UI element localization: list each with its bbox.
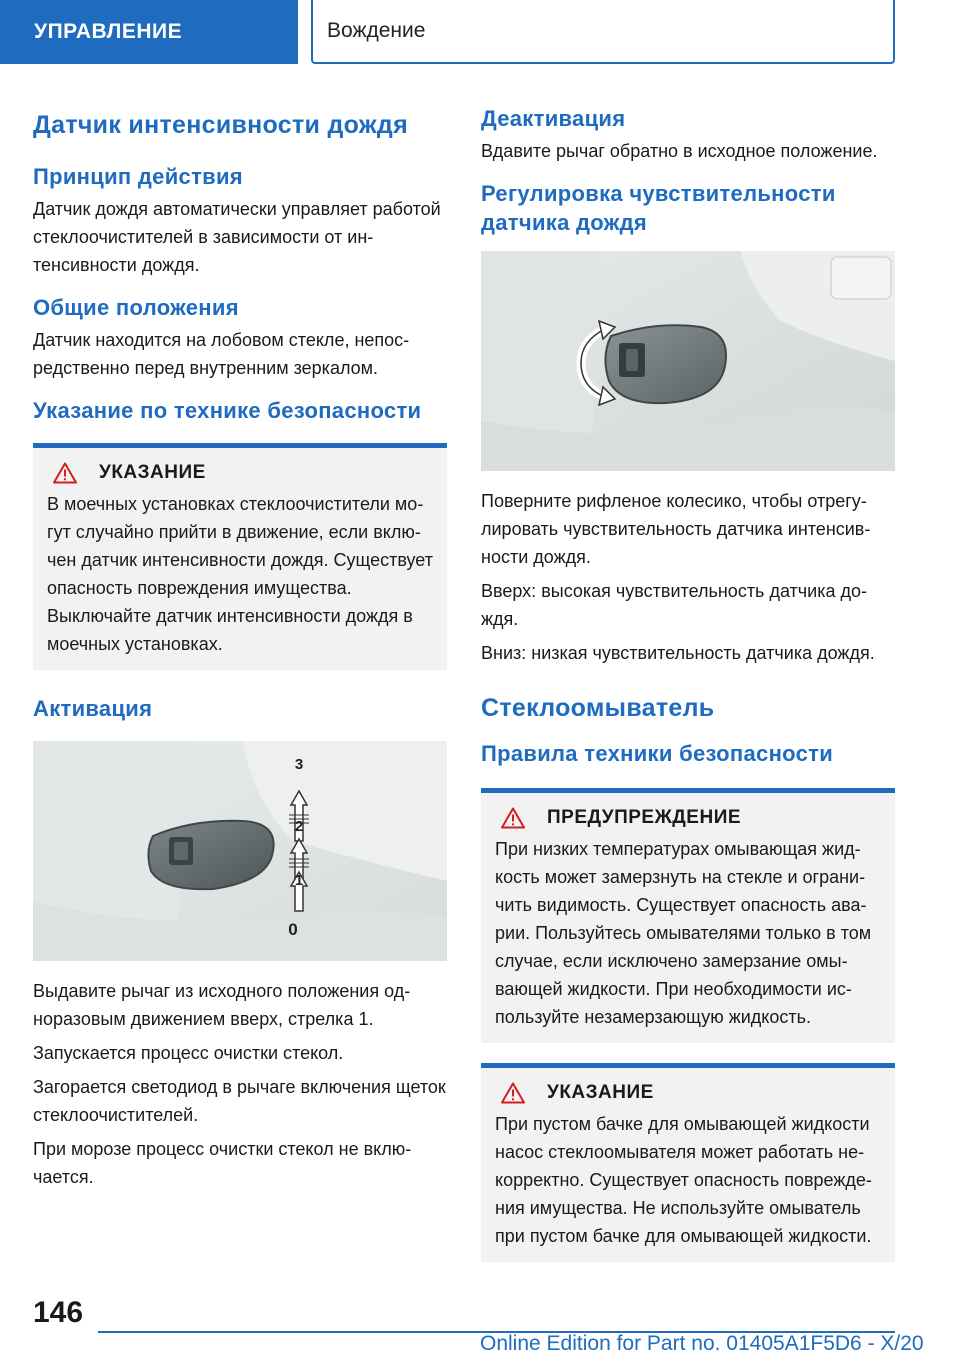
activation-text-4: При морозе процесс очистки стекол не включается. [33,1139,412,1187]
washer-notice-title: УКАЗАНИЕ [547,1082,654,1103]
page-number: 146 [33,1296,84,1329]
figure-label-1: 1 [294,872,304,889]
page-title: Датчик интенсивности дождя [33,111,408,139]
washer-notice-box [481,1063,895,1262]
activation-heading: Активация [33,696,153,721]
right-column [481,96,895,1262]
section-label: Вождение [327,19,426,42]
sensitivity-text-2: Вверх: высокая чувствительность датчика дождя. [481,581,868,629]
notice-text: В моечных установках стеклоочистители могут случайно прийти в движение, если включен датчик интенсивности дождя. Существует опасность повреждения имущества. Выключайте датчик интенсивности дождя в моечных установках. [47,494,433,654]
sensitivity-figure [481,251,895,471]
chapter-tab [0,0,298,64]
warning-triangle-icon [501,1082,525,1104]
warning-box [481,788,895,1043]
safety-heading: Указание по технике безопасности [33,398,422,423]
notice-header [53,462,433,484]
washer-notice-header [501,1082,881,1104]
washer-notice-text: При пустом бачке для омывающей жидкости насос стеклоомывателя может работать некорректно. Существует опасность повреждения имущества. Не используйте омыватель при пустом бачке для омывающей жидкости. [495,1114,872,1246]
figure-label-0: 0 [288,920,298,939]
sensitivity-text-3: Вниз: низкая чувствительность датчика дождя. [481,643,875,663]
notice-box [33,443,447,670]
general-text: Датчик находится на лобовом стекле, непосредственно перед внутренним зеркалом. [33,330,410,378]
chapter-label: УПРАВЛЕНИЕ [34,20,183,43]
left-column [33,96,447,1197]
activation-text-1: Выдавите рычаг из исходного положения одноразовым движением вверх, стрелка 1. [33,981,411,1029]
figure-label-2: 2 [294,818,304,835]
warning-title: ПРЕДУПРЕЖДЕНИЕ [547,807,742,828]
activation-text-3: Загорается светодиод в рычаге включения щеток стеклоочистителей. [33,1077,446,1125]
notice-title: УКАЗАНИЕ [99,462,206,483]
general-heading: Общие положения [33,295,239,320]
deactivation-heading: Деактивация [481,106,626,131]
principle-text: Датчик дождя автоматически управляет работой стеклоочистителей в зависимости от интенсивности дождя. [33,199,441,275]
sensitivity-heading: Регулировка чувствительности датчика дождя [481,181,836,235]
warning-text: При низких температурах омывающая жидкость может замерзнуть на стекле и ограничить видимость. Существует опасность аварии. Пользуйтесь омывателями только в том случае, если исключено замерзание омывающей жидкости. При необходимости используйте незамерзающую жидкость. [495,839,872,1027]
principle-heading: Принцип действия [33,164,243,189]
deactivation-text: Вдавите рычаг обратно в исходное положение. [481,141,878,161]
washer-safety-heading: Правила техники безопасности [481,741,834,766]
figure-label-3: 3 [294,756,304,773]
warning-triangle-icon [501,807,525,829]
activation-figure [33,741,447,961]
washer-title: Стеклоомыватель [481,694,715,722]
warning-header [501,807,881,829]
activation-text-2: Запускается процесс очистки стекол. [33,1043,344,1063]
section-header [311,0,895,64]
warning-triangle-icon [53,462,77,484]
edition-label: Online Edition for Part no. 01405A1F5D6 - X/20 [480,1332,924,1355]
sensitivity-text-1: Поверните рифленое колесико, чтобы отрегулировать чувствительность датчика интенсивности дождя. [481,491,871,567]
